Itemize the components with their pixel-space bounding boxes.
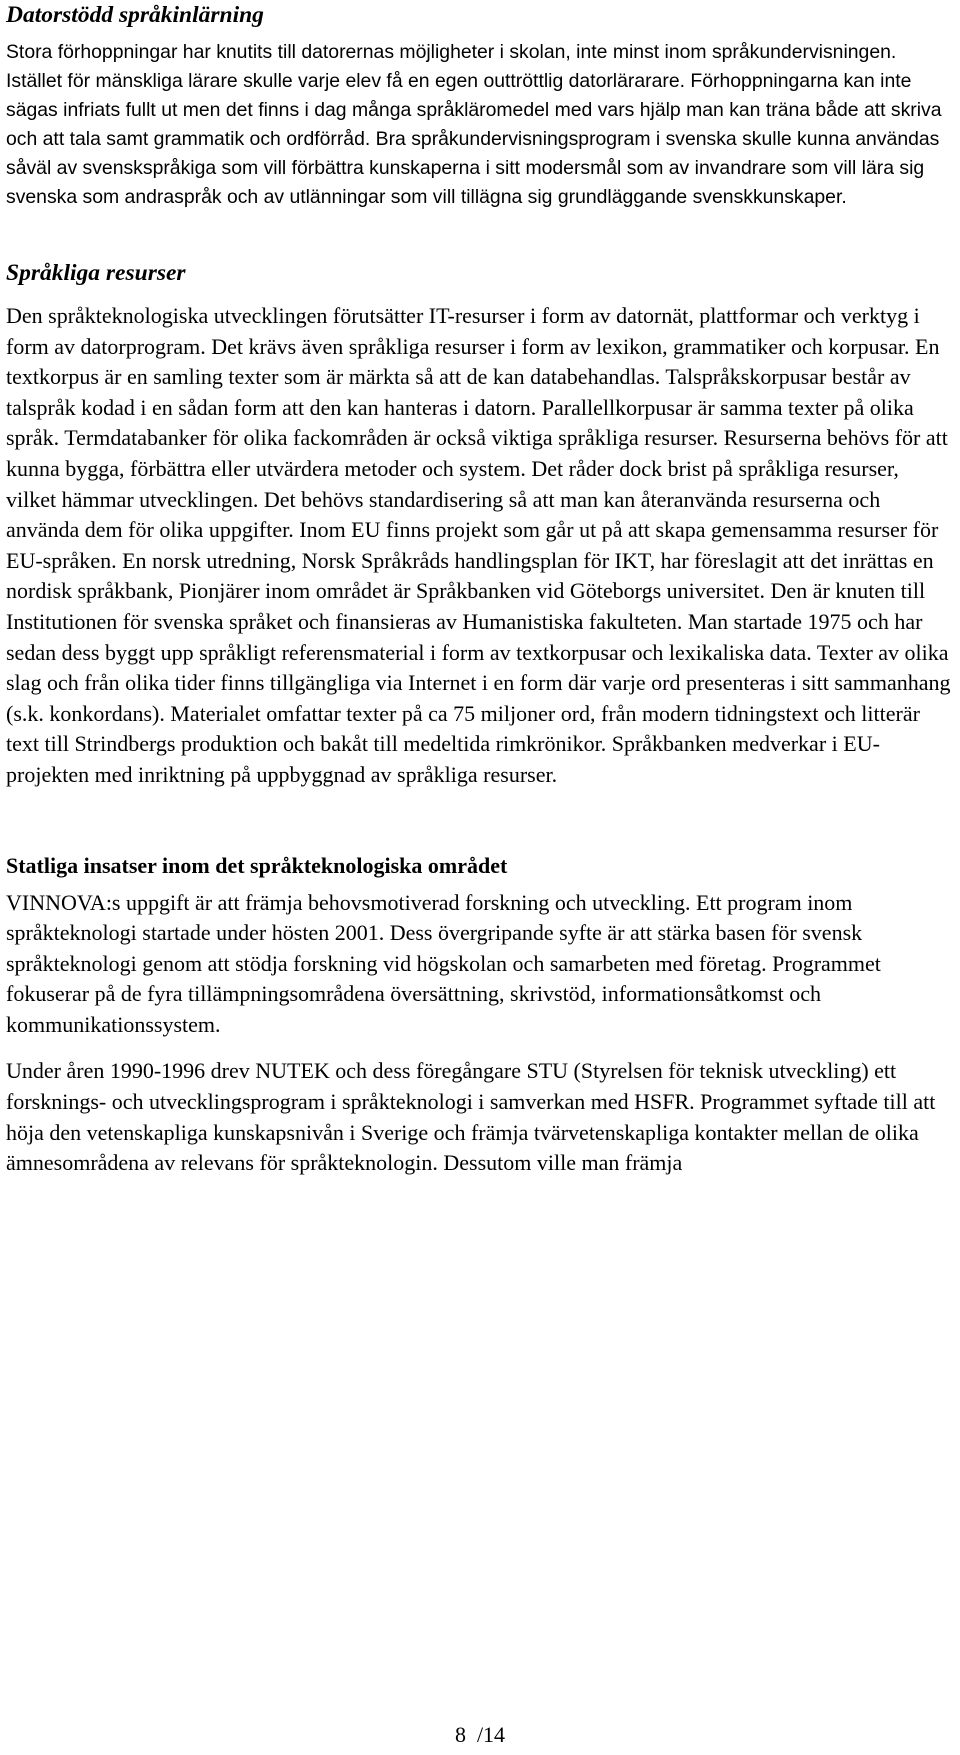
page-number-footer: [0, 1722, 960, 1748]
page-number: 8 /14: [454, 1722, 506, 1747]
document-page: [6, 0, 954, 1179]
section-heading-sprakliga-resurser: Språkliga resurser: [6, 260, 186, 286]
section-heading-statliga-insatser: Statliga insatser inom det språkteknologiska området: [6, 852, 508, 878]
paragraph-vinnova: VINNOVA:s uppgift är att främja behovsmotiverad forskning och utveckling. Ett program inom språkteknologi startade under hösten 2001. Dess övergripande syfte är att stärka basen för svensk språkteknologi genom att stödja forskning vid högskolan och samarbeten med företag. Programmet fokuserar på de fyra tillämpningsområdena översättning, skrivstöd, informationsåtkomst och kommunikationssystem.: [6, 889, 881, 1037]
paragraph-datorstodd-sprakinlarning: Stora förhoppningar har knutits till datorernas möjligheter i skolan, inte minst inom språkundervisningen. Istället för mänskliga lärare skulle varje elev få en egen outtröttlig datorlärarare. Förhoppningarna kan inte sägas infriats fullt ut men det finns i dag många språkläromedel med vars hjälp man kan träna både att skriva och att tala samt grammatik och ordförråd. Bra språkundervisningsprogram i svenska skulle kunna användas såväl av svenskspråkiga som vill förbättra kunskaperna i sitt modersmål som av invandrare som vill lära sig svenska som andraspråk och av utlänningar som vill tillägna sig grundläggande svenskkunskaper.: [6, 41, 942, 208]
paragraph-nutek: Under åren 1990-1996 drev NUTEK och dess föregångare STU (Styrelsen för teknisk utveckling) ett forsknings- och utvecklingsprogram i språkteknologi i samverkan med HSFR. Programmet syftade till att höja den vetenskapliga kunskapsnivån i Sverige och främja tvärvetenskapliga kontakter mellan de olika ämnesområdena av relevans för språkteknologin. Dessutom ville man främja: [6, 1058, 936, 1176]
section-heading-datorstodd-sprakinlarning: Datorstödd språkinlärning: [6, 2, 264, 28]
paragraph-sprakliga-resurser: Den språkteknologiska utvecklingen förutsätter IT-resurser i form av datornät, plattformar och verktyg i form av datorprogram. Det krävs även språkliga resurser i form av lexikon, grammatiker och korpusar. En textkorpus är en samling texter som är märkta så att de kan databehandlas. Talspråkskorpusar består av talspråk kodad i en sådan form att den kan hanteras i datorn. Parallellkorpusar är samma texter på olika språk. Termdatabanker för olika fackområden är också viktiga språkliga resurser. Resurserna behövs för att kunna bygga, förbättra eller utvärdera metoder och system. Det råder dock brist på språkliga resurser, vilket hämmar utvecklingen. Det behövs standardisering så att man kan återanvända resurserna och använda dem för olika uppgifter. Inom EU finns projekt som går ut på att skapa gemensamma resurser för EU-språken. En norsk utredning, Norsk Språkråds handlingsplan för IKT, har föreslagit att det inrättas en nordisk språkbank, Pionjärer inom området är Språkbanken vid Göteborgs universitet. Den är knuten till Institutionen för svenska språket och finansieras av Humanistiska fakulteten. Man startade 1975 och har sedan dess byggt upp språkligt referensmaterial i form av textkorpusar och lexikaliska data. Texter av olika slag och från olika tider finns tillgängliga via Internet i en form där varje ord presenteras i sitt sammanhang (s.k. konkordans). Materialet omfattar texter på ca 75 miljoner ord, från modern tidningstext och litterär text till Strindbergs produktion och bakåt till medeltida rimkrönikor. Språkbanken medverkar i EU-projekten med inriktning på uppbyggnad av språkliga resurser.: [6, 303, 951, 787]
